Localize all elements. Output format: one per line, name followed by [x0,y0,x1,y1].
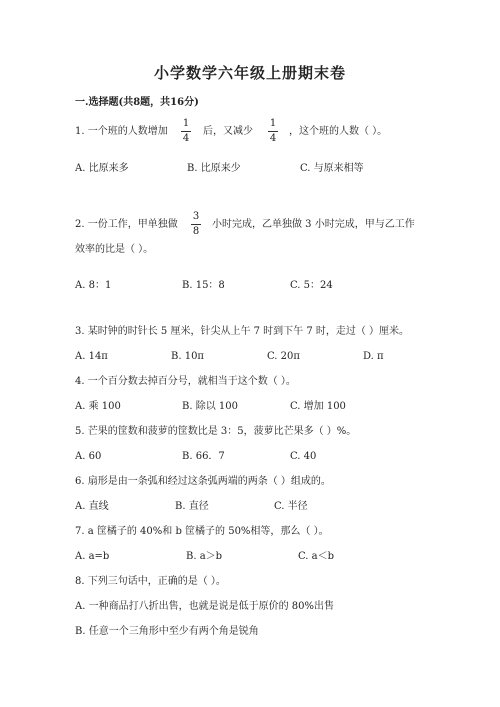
q2-option-a: A. 8：1 [75,280,112,291]
q5-option-c: C. 40 [290,451,317,462]
q1-text-middle: 后，又减少 [203,126,253,137]
q7-option-b: B. a＞b [186,551,223,562]
q3-option-a: A. 14π [75,351,108,362]
q2-text-line2: 效率的比是（ ）。 [75,244,154,255]
q7-option-c: C. a＜b [298,551,335,562]
section-heading: 一.选择题(共8题，共16分) [75,97,199,108]
q1-fraction-1-denominator: 4 [182,133,190,144]
q8-option-b: B. 任意一个三角形中至少有两个角是锐角 [75,626,259,637]
q1-fraction-1-numerator: 1 [182,118,190,129]
q5-text: 5. 芒果的筐数和菠萝的筐数比是 3：5，菠萝比芒果多（ ）%。 [75,426,357,437]
page-title: 小学数学六年级上册期末卷 [153,64,346,82]
q6-option-b: B. 直径 [175,501,209,512]
q3-option-d: D. π [363,351,384,362]
q1-option-a: A. 比原来多 [75,163,129,174]
fraction-bar [268,131,278,132]
q8-option-a: A. 一种商品打八折出售，也就是说是低于原价的 80%出售 [75,601,334,612]
q2-option-b: B. 15：8 [182,280,225,291]
q5-option-b: B. 66．7 [182,451,225,462]
fraction-bar [181,131,191,132]
q4-option-b: B. 除以 100 [182,401,238,412]
q4-text: 4. 一个百分数去掉百分号，就相当于这个数（ ）。 [75,376,296,387]
q1-fraction-2-denominator: 4 [269,133,277,144]
q2-text-start: 2. 一份工作，甲单独做 [75,219,178,230]
q3-option-b: B. 10π [171,351,205,362]
q1-text-end: ，这个班的人数（ ）。 [289,126,388,137]
q3-option-c: C. 20π [267,351,300,362]
q2-fraction [191,211,201,238]
q1-fraction-2 [268,118,278,145]
q3-text: 3. 某时钟的时针长 5 厘米，针尖从上午 7 时到下午 7 时，走过（ ）厘米。 [75,326,410,337]
q1-text-start: 1. 一个班的人数增加 [75,126,168,137]
q2-text-end: 小时完成，乙单独做 3 小时完成，甲与乙工作 [212,219,415,230]
q6-option-a: A. 直线 [75,501,109,512]
q7-option-a: A. a=b [75,551,110,562]
q4-option-a: A. 乘 100 [75,401,121,412]
q2-fraction-numerator: 3 [192,211,200,222]
q1-fraction-1 [181,118,191,145]
q1-option-c: C. 与原来相等 [300,163,364,174]
q8-text: 8. 下列三句话中，正确的是（ ）。 [75,576,226,587]
q6-text: 6. 扇形是由一条弧和经过这条弧两端的两条（ ）组成的。 [75,476,331,487]
q7-text: 7. a 筐橘子的 40%和 b 筐橘子的 50%相等，那么（ ）。 [75,526,329,537]
q1-option-b: B. 比原来少 [187,163,241,174]
q5-option-a: A. 60 [75,451,102,462]
q1-fraction-2-numerator: 1 [269,118,277,129]
fraction-bar [191,224,201,225]
q2-option-c: C. 5：24 [290,280,333,291]
q4-option-c: C. 增加 100 [290,401,346,412]
q6-option-c: C. 半径 [274,501,308,512]
q2-fraction-denominator: 8 [192,226,200,237]
